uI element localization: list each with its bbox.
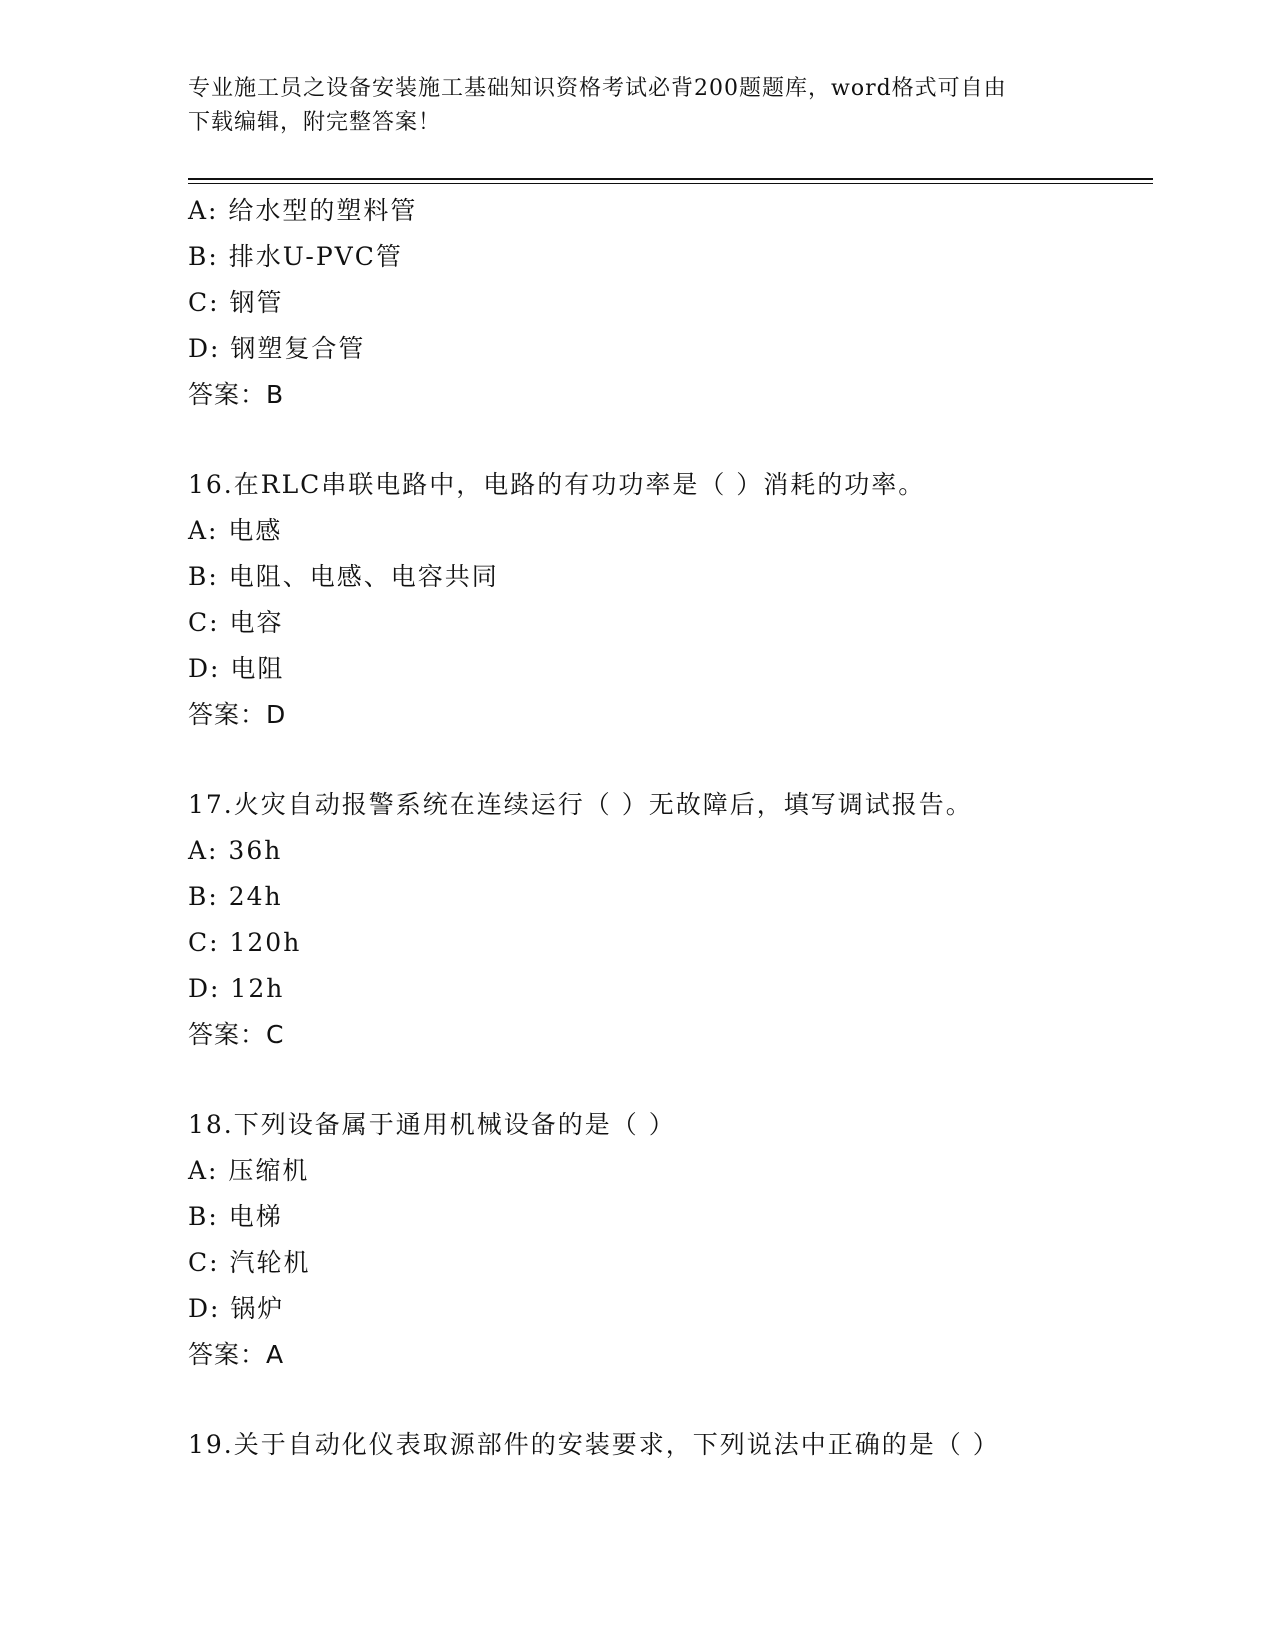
question-19: [188, 1422, 1153, 1468]
question-list: [188, 188, 1153, 1468]
question-17: [188, 782, 1153, 1058]
answer-line: 答案：B: [188, 380, 285, 409]
answer-line: 答案：D: [188, 700, 287, 729]
answer-line: 答案：C: [188, 1020, 285, 1049]
header-line-1: 专业施工员之设备安装施工基础知识资格考试必背200题题库，word格式可自由: [188, 76, 1007, 101]
option-b: B: 24h: [188, 882, 283, 911]
question-text: 19.关于自动化仪表取源部件的安装要求，下列说法中正确的是（ ）: [188, 1430, 1000, 1459]
question-16: [188, 462, 1153, 738]
header-rule: [188, 178, 1153, 180]
option-d: D: 钢塑复合管: [188, 334, 366, 363]
option-b: B: 电梯: [188, 1202, 283, 1231]
option-c: C: 汽轮机: [188, 1248, 311, 1277]
option-a: A: 36h: [188, 836, 283, 865]
option-c: C: 120h: [188, 928, 302, 957]
option-a: A: 电感: [188, 516, 283, 545]
answer-line: 答案：A: [188, 1340, 285, 1369]
option-d: D: 12h: [188, 974, 285, 1003]
question-18: [188, 1102, 1153, 1378]
option-d: D: 锅炉: [188, 1294, 285, 1323]
option-a: A: 压缩机: [188, 1156, 310, 1185]
header-line-2: 下载编辑，附完整答案！: [188, 110, 442, 135]
option-d: D: 电阻: [188, 654, 285, 683]
option-b: B: 排水U-PVC管: [188, 242, 403, 271]
option-a: A: 给水型的塑料管: [188, 196, 418, 225]
question-15-continued: [188, 188, 1153, 418]
option-b: B: 电阻、电感、电容共同: [188, 562, 499, 591]
question-text: 17.火灾自动报警系统在连续运行（ ）无故障后，填写调试报告。: [188, 790, 973, 819]
header-rule-secondary: [188, 183, 1153, 184]
question-text: 16.在RLC串联电路中，电路的有功功率是（ ）消耗的功率。: [188, 470, 926, 499]
option-c: C: 钢管: [188, 288, 284, 317]
question-text: 18.下列设备属于通用机械设备的是（ ）: [188, 1110, 676, 1139]
option-c: C: 电容: [188, 608, 284, 637]
document-header: [188, 72, 1088, 140]
